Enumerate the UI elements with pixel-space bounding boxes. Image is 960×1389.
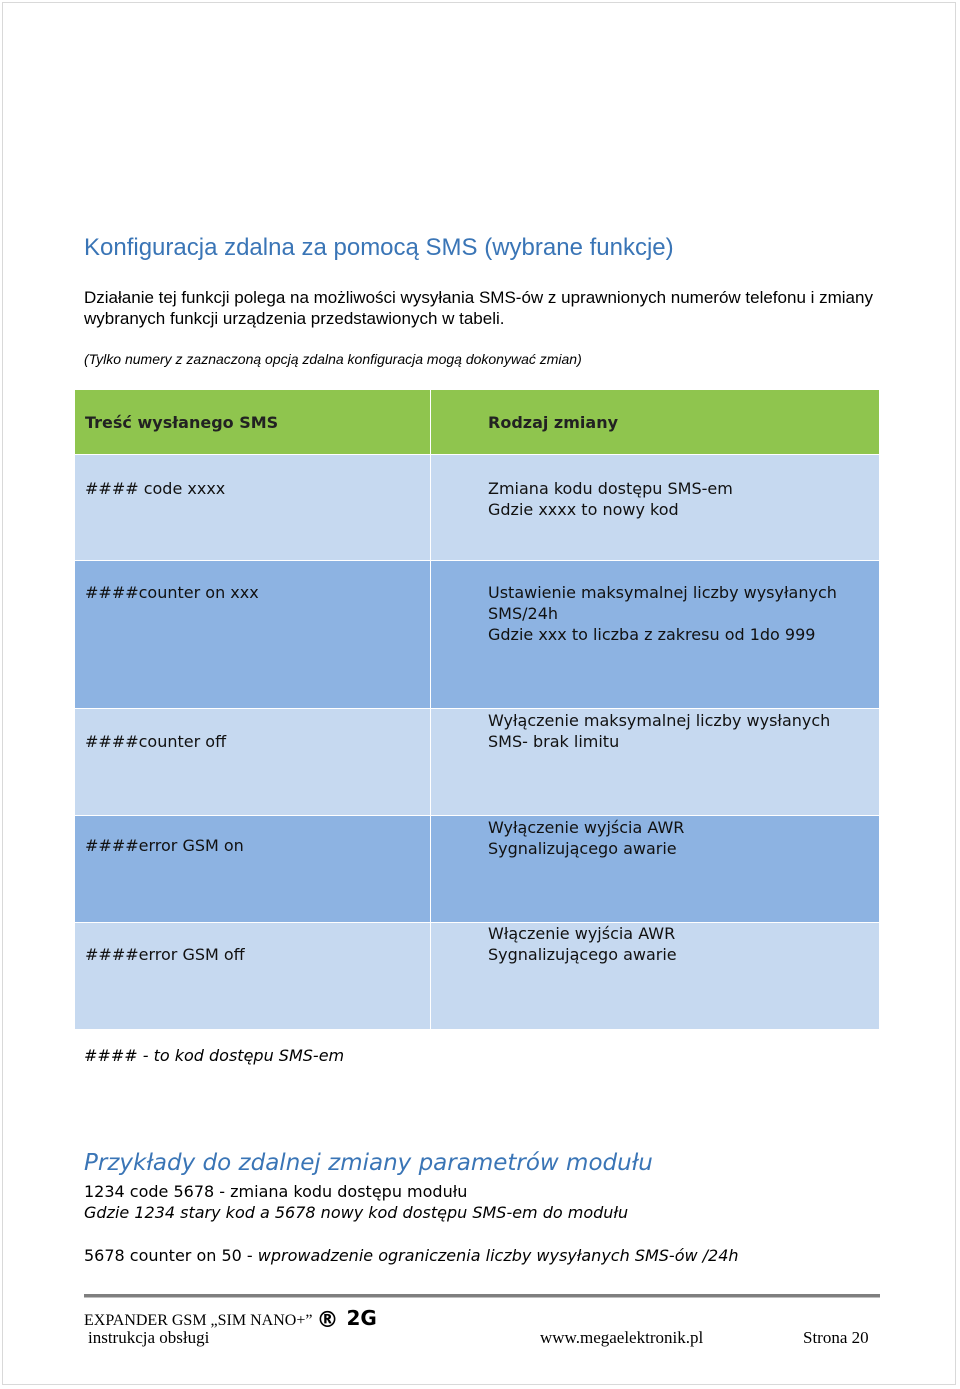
code-legend: #### - to kod dostępu SMS-em bbox=[84, 1046, 345, 1065]
header-change-type: Rodzaj zmiany bbox=[431, 390, 880, 455]
table-row bbox=[75, 923, 880, 1030]
generation-label: 2G bbox=[346, 1306, 377, 1330]
sms-command-cell: ####counter on xxx bbox=[75, 561, 431, 709]
example-line: Gdzie 1234 stary kod a 5678 nowy kod dostępu SMS-em do modułu bbox=[84, 1203, 629, 1222]
table-header-row bbox=[75, 390, 880, 455]
product-name: EXPANDER GSM „SIM NANO+” bbox=[84, 1312, 313, 1329]
sms-command-cell: ####error GSM on bbox=[75, 816, 431, 923]
change-description-cell: Zmiana kodu dostępu SMS-em Gdzie xxxx to nowy kod bbox=[431, 455, 880, 561]
sms-command-cell: #### code xxxx bbox=[75, 455, 431, 561]
example-command: 5678 counter on 50 - bbox=[84, 1246, 258, 1265]
footer-website: www.megaelektronik.pl bbox=[540, 1328, 704, 1347]
examples-heading: Przykłady do zdalnej zmiany parametrów modułu bbox=[84, 1150, 653, 1176]
example-line: 1234 code 5678 - zmiana kodu dostępu modułu bbox=[84, 1182, 468, 1201]
table-row bbox=[75, 816, 880, 923]
footer-divider bbox=[84, 1294, 880, 1298]
change-description-cell: Wyłączenie maksymalnej liczby wysłanych SMS- brak limitu bbox=[431, 709, 880, 816]
sms-commands-table bbox=[74, 389, 880, 1030]
footer-manual: instrukcja obsługi bbox=[88, 1328, 210, 1347]
table-row bbox=[75, 455, 880, 561]
table-row bbox=[75, 561, 880, 709]
sms-command-cell: ####error GSM off bbox=[75, 923, 431, 1030]
registered-mark: ® bbox=[316, 1308, 339, 1333]
page-heading: Konfiguracja zdalna za pomocą SMS (wybrane funkcje) bbox=[84, 234, 674, 261]
change-description-cell: Wyłączenie wyjścia AWR Sygnalizującego awarie bbox=[431, 816, 880, 923]
permission-note: (Tylko numery z zaznaczoną opcją zdalna konfiguracja mogą dokonywać zmian) bbox=[84, 351, 582, 367]
change-description-cell: Ustawienie maksymalnej liczby wysyłanych SMS/24h Gdzie xxx to liczba z zakresu od 1do 999 bbox=[431, 561, 880, 709]
header-sms-content: Treść wysłanego SMS bbox=[75, 390, 431, 455]
table-row bbox=[75, 709, 880, 816]
example-line bbox=[84, 1246, 739, 1265]
example-description: wprowadzenie ograniczenia liczby wysyłanych SMS-ów /24h bbox=[257, 1246, 739, 1265]
sms-command-cell: ####counter off bbox=[75, 709, 431, 816]
intro-paragraph: Działanie tej funkcji polega na możliwości wysyłania SMS-ów z uprawnionych numerów telefonu i zmiany wybranych funkcji urządzenia przedstawionych w tabeli. bbox=[84, 288, 873, 328]
change-description-cell: Włączenie wyjścia AWR Sygnalizującego awarie bbox=[431, 923, 880, 1030]
page-number: Strona 20 bbox=[803, 1328, 869, 1347]
